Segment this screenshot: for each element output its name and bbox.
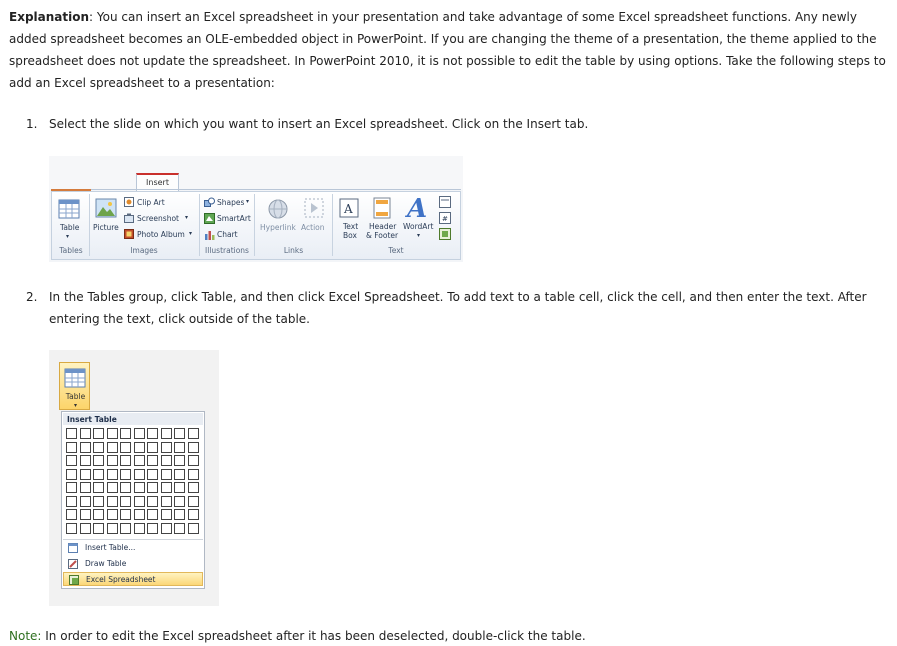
grid-cell[interactable]	[134, 455, 145, 466]
grid-cell[interactable]	[188, 428, 199, 439]
grid-cell[interactable]	[134, 428, 145, 439]
grid-cell[interactable]	[120, 428, 131, 439]
grid-cell[interactable]	[80, 428, 91, 439]
grid-cell[interactable]	[80, 509, 91, 520]
step-2	[26, 286, 886, 330]
intro-paragraph	[9, 6, 893, 94]
group-illustrations: Illustrations	[205, 246, 249, 255]
grid-cell[interactable]	[107, 509, 118, 520]
grid-cell[interactable]	[188, 442, 199, 453]
step-number: 1.	[26, 117, 38, 131]
grid-cell[interactable]	[93, 442, 104, 453]
picture-icon[interactable]	[95, 198, 117, 218]
grid-cell[interactable]	[174, 496, 185, 507]
grid-cell[interactable]	[93, 455, 104, 466]
grid-cell[interactable]	[66, 496, 77, 507]
grid-cell[interactable]	[120, 442, 131, 453]
grid-cell[interactable]	[66, 523, 77, 534]
grid-cell[interactable]	[174, 469, 185, 480]
grid-cell[interactable]	[66, 469, 77, 480]
wordart-dropdown-arrow: ▾	[417, 232, 421, 239]
grid-cell[interactable]	[147, 496, 158, 507]
grid-cell[interactable]	[161, 509, 172, 520]
shapes-icon	[204, 197, 215, 208]
table-icon[interactable]	[58, 199, 80, 219]
grid-cell[interactable]	[174, 455, 185, 466]
tab-insert[interactable]: Insert	[136, 173, 179, 192]
grid-cell[interactable]	[80, 482, 91, 493]
grid-cell[interactable]	[134, 523, 145, 534]
group-separator	[89, 194, 90, 256]
shapes-dropdown-arrow: ▾	[246, 198, 250, 205]
chart-icon	[204, 229, 215, 240]
photo-album-icon	[124, 229, 134, 239]
grid-cell[interactable]	[147, 509, 158, 520]
tab-underline	[51, 189, 461, 190]
table-button[interactable]: Table	[60, 223, 80, 232]
grid-cell[interactable]	[147, 428, 158, 439]
chevron-down-icon: ▾	[73, 402, 77, 409]
grid-cell[interactable]	[107, 523, 118, 534]
grid-cell[interactable]	[174, 509, 185, 520]
grid-cell[interactable]	[147, 469, 158, 480]
grid-cell[interactable]	[66, 509, 77, 520]
pencil-icon	[68, 559, 78, 569]
insert-table-icon	[68, 543, 78, 553]
grid-cell[interactable]	[174, 482, 185, 493]
grid-cell[interactable]	[134, 509, 145, 520]
note-text: In order to edit the Excel spreadsheet after it has been deselected, double-click the table.	[41, 629, 586, 643]
table-size-grid[interactable]	[66, 428, 199, 534]
grid-cell[interactable]	[93, 523, 104, 534]
grid-cell[interactable]	[161, 523, 172, 534]
text-box-icon[interactable]	[339, 198, 359, 218]
grid-cell[interactable]	[161, 442, 172, 453]
group-images: Images	[130, 246, 158, 255]
grid-cell[interactable]	[107, 442, 118, 453]
grid-cell[interactable]	[174, 428, 185, 439]
menu-item-label: Excel Spreadsheet	[86, 575, 156, 584]
grid-cell[interactable]	[120, 523, 131, 534]
date-time-icon[interactable]	[439, 196, 451, 208]
clip-art-button[interactable]: Clip Art	[137, 198, 165, 207]
grid-cell[interactable]	[66, 442, 77, 453]
explanation-label: Explanation	[9, 10, 90, 24]
grid-cell[interactable]	[134, 469, 145, 480]
grid-cell[interactable]	[93, 469, 104, 480]
insert-ribbon-screenshot	[49, 156, 463, 262]
grid-cell[interactable]	[66, 455, 77, 466]
smartart-button[interactable]: SmartArt	[217, 214, 251, 223]
step-text: In the Tables group, click Table, and then click Excel Spreadsheet. To add text to a table cell, click the cell, and then enter the text. After entering the text, click outside of the table.	[49, 290, 867, 326]
grid-cell[interactable]	[188, 455, 199, 466]
grid-cell[interactable]	[134, 496, 145, 507]
grid-cell[interactable]	[188, 523, 199, 534]
grid-cell[interactable]	[161, 469, 172, 480]
grid-cell[interactable]	[107, 469, 118, 480]
header-footer-label-line2[interactable]: & Footer	[366, 231, 399, 240]
grid-cell[interactable]	[66, 428, 77, 439]
note-label: Note:	[9, 629, 42, 643]
grid-cell[interactable]	[66, 482, 77, 493]
grid-cell[interactable]	[188, 496, 199, 507]
group-links: Links	[283, 246, 304, 255]
grid-cell[interactable]	[93, 509, 104, 520]
photo-album-dropdown-arrow: ▾	[189, 230, 193, 237]
menu-item-insert-table[interactable]	[63, 541, 203, 555]
grid-cell[interactable]	[80, 496, 91, 507]
menu-item-label: Draw Table	[85, 559, 127, 568]
grid-cell[interactable]	[161, 428, 172, 439]
clip-art-icon	[124, 197, 134, 207]
header-footer-icon[interactable]	[373, 197, 391, 219]
group-text: Text	[388, 246, 404, 255]
header-footer-label-line1[interactable]: Header	[369, 222, 397, 231]
menu-item-excel-spreadsheet[interactable]	[63, 572, 203, 586]
table-icon	[64, 368, 86, 388]
grid-cell[interactable]	[120, 482, 131, 493]
grid-cell[interactable]	[188, 469, 199, 480]
grid-cell[interactable]	[134, 442, 145, 453]
note	[9, 626, 586, 646]
table-button-label: Table	[65, 392, 86, 401]
grid-cell[interactable]	[120, 455, 131, 466]
group-tables: Tables	[59, 246, 83, 255]
grid-cell[interactable]	[120, 509, 131, 520]
grid-cell[interactable]	[93, 496, 104, 507]
action-icon[interactable]	[303, 197, 325, 219]
grid-cell[interactable]	[80, 455, 91, 466]
menu-item-label: Insert Table...	[85, 543, 136, 552]
photo-album-button[interactable]: Photo Album	[137, 230, 185, 239]
menu-item-draw-table[interactable]	[63, 557, 203, 571]
svg-text:A: A	[344, 202, 353, 216]
step-number: 2.	[26, 290, 38, 304]
explanation-text: : You can insert an Excel spreadsheet in your presentation and take advantage of some Excel spreadsheet functions. Any newly added spreadsheet becomes an OLE-embedded object in PowerPoint. If you are changing the theme of a presentation, the theme applied to the spreadsheet does not update the spreadsheet. In PowerPoint 2010, it is not possible to edit the table by using options. Take the following steps to add an Excel spreadsheet to a presentation:	[9, 10, 886, 90]
grid-cell[interactable]	[107, 428, 118, 439]
grid-cell[interactable]	[161, 482, 172, 493]
text-box-label-line1[interactable]: Text	[343, 222, 359, 231]
table-dropdown-screenshot	[49, 350, 219, 606]
svg-text:A: A	[407, 194, 428, 220]
step-text: Select the slide on which you want to insert an Excel spreadsheet. Click on the Insert tab.	[49, 117, 589, 131]
grid-cell[interactable]	[147, 442, 158, 453]
grid-cell[interactable]	[188, 509, 199, 520]
screenshot-icon	[124, 213, 134, 223]
text-box-label-line2[interactable]: Box	[343, 231, 357, 240]
hyperlink-button[interactable]: Hyperlink	[260, 223, 296, 232]
step-1	[26, 113, 886, 135]
slide-number-icon[interactable]	[439, 212, 451, 224]
smartart-icon	[204, 213, 215, 224]
table-button-highlighted[interactable]	[59, 362, 90, 410]
insert-table-title: Insert Table	[67, 415, 117, 424]
screenshot-button[interactable]: Screenshot	[137, 214, 179, 223]
grid-cell[interactable]	[120, 469, 131, 480]
action-button[interactable]: Action	[301, 223, 325, 232]
grid-cell[interactable]	[134, 482, 145, 493]
ribbon-tab-bar	[49, 156, 463, 190]
grid-cell[interactable]	[93, 482, 104, 493]
grid-cell[interactable]	[174, 523, 185, 534]
grid-cell[interactable]	[107, 496, 118, 507]
grid-cell[interactable]	[147, 523, 158, 534]
hyperlink-icon[interactable]	[266, 199, 290, 221]
grid-cell[interactable]	[161, 455, 172, 466]
screenshot-dropdown-arrow: ▾	[185, 214, 189, 221]
excel-icon	[69, 575, 79, 585]
grid-cell[interactable]	[147, 455, 158, 466]
grid-cell[interactable]	[80, 469, 91, 480]
grid-cell[interactable]	[80, 442, 91, 453]
table-dropdown-arrow: ▾	[66, 233, 70, 240]
picture-button[interactable]: Picture	[93, 223, 119, 232]
grid-cell[interactable]	[80, 523, 91, 534]
shapes-button[interactable]: Shapes	[217, 198, 245, 207]
grid-cell[interactable]	[107, 482, 118, 493]
grid-cell[interactable]	[147, 482, 158, 493]
grid-cell[interactable]	[161, 496, 172, 507]
svg-text:#: #	[442, 215, 448, 223]
grid-cell[interactable]	[93, 428, 104, 439]
menu-separator	[63, 539, 203, 540]
insert-table-panel	[61, 411, 205, 589]
grid-cell[interactable]	[174, 442, 185, 453]
object-icon[interactable]	[439, 228, 451, 240]
wordart-button[interactable]: WordArt	[403, 222, 434, 231]
wordart-icon[interactable]	[405, 194, 429, 220]
chart-button[interactable]: Chart	[217, 230, 238, 239]
grid-cell[interactable]	[107, 455, 118, 466]
grid-cell[interactable]	[188, 482, 199, 493]
grid-cell[interactable]	[120, 496, 131, 507]
